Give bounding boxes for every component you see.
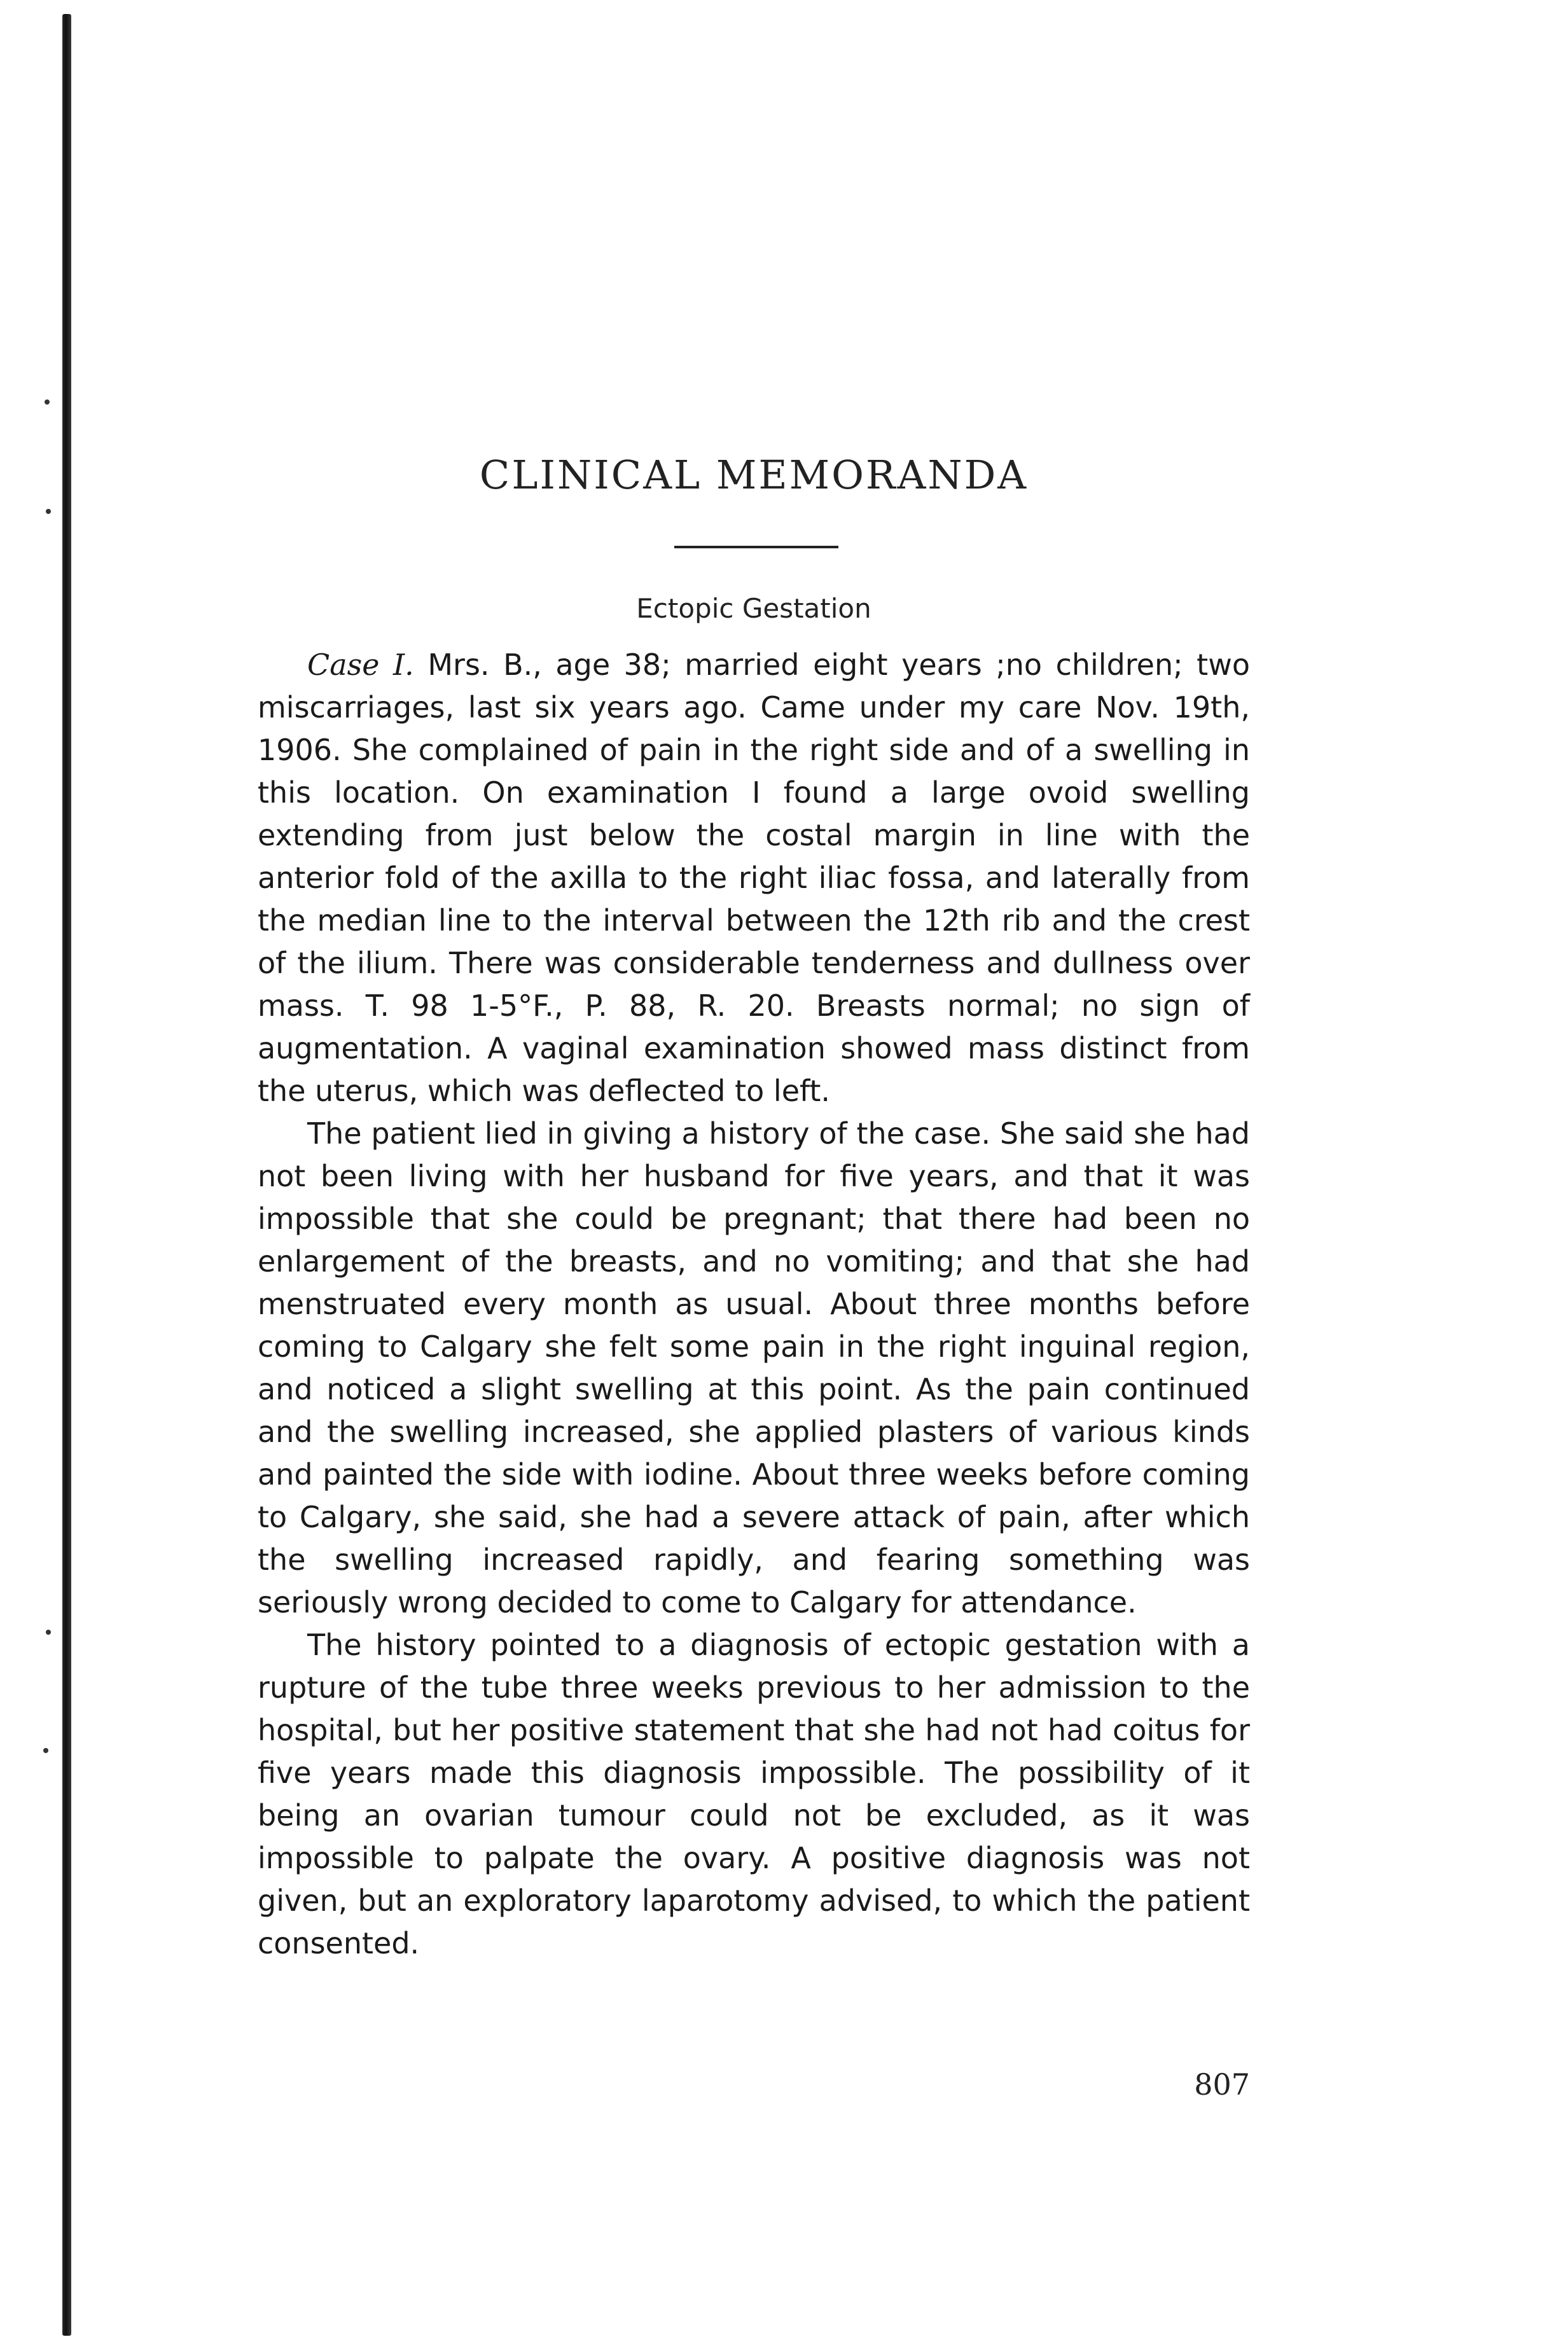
paragraph-history: The patient lied in giving a history of the case. She said she had not been living with her husband for five years, and that it was impossible that she could be pregnant; that there had been no enlargement of the breasts, and no vomiting; and that she had menstruated every month as usual. About three months before coming to Calgary she felt some pain in the right inguinal region, and noticed a slight swelling at this point. As the pain continued and the swelling increased, she applied plasters of various kinds and painted the side with iodine. About three weeks before coming to Calgary, she said, she had a severe attack of pain, after which the swelling increased rapidly, and fearing something was seriously wrong decided to come to Calgary for attendance. [258,1116,1250,1619]
scan-speck [46,509,51,514]
page-binding-edge [62,14,71,2336]
scan-speck [46,1630,51,1635]
case-label: Case I. [307,648,414,682]
scan-speck [43,1748,48,1753]
scan-speck [45,399,50,405]
section-title: CLINICAL MEMORANDA [479,452,1029,498]
paragraph-diagnosis: The history pointed to a diagnosis of ectopic gestation with a rupture of the tube three weeks previous to her admission to the hospital, but her positive statement that she had not had coitus for five years made this diagnosis impossible. The possibility of it being an ovarian tumour could not be excluded, as it was impossible to palpate the ovary. A positive diagnosis was not given, but an exploratory laparotomy advised, to which the patient consented. [258,1628,1250,1960]
article-body [258,644,1250,1965]
paragraph-text: Mrs. B., age 38; married eight years ;no children; two miscarriages, last six years ago. Came under my care Nov. 19th, 1906. She complained of pain in the right side and of a swelling in this location. On examination I found a large ovoid swelling extending from just below the costal margin in line with the anterior fold of the axilla to the right iliac fossa, and laterally from the median line to the interval between the 12th rib and the crest of the ilium. There was considerable tenderness and dullness over mass. T. 98 1-5°F., P. 88, R. 20. Breasts normal; no sign of augmentation. A vaginal examination showed mass distinct from the uterus, which was deflected to left. [258,648,1250,1108]
page-number: 807 [1194,2067,1250,2102]
article-subtitle: Ectopic Gestation [636,593,871,624]
title-divider [674,546,838,548]
document-page [258,0,1250,2351]
paragraph-case-1 [258,644,1250,1113]
